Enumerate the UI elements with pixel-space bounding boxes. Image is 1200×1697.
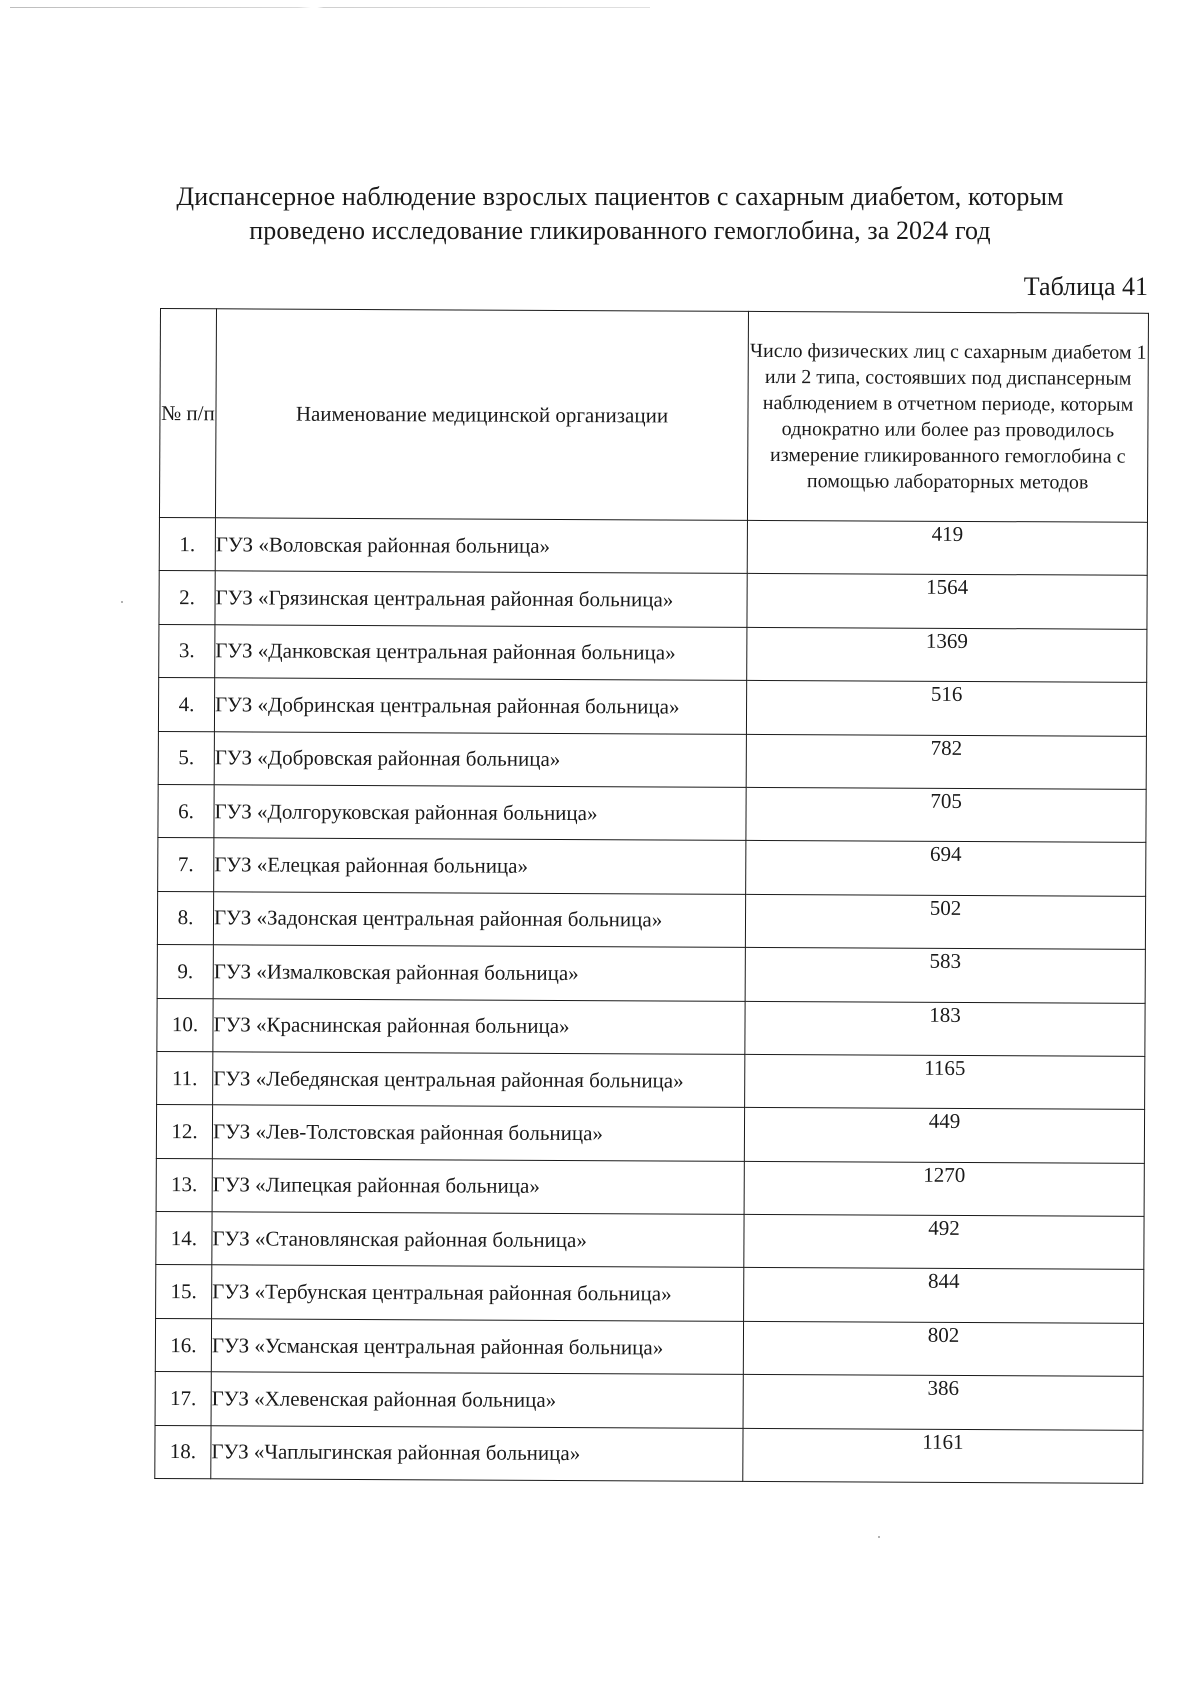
patient-count: 1161 [743, 1428, 1143, 1483]
table-header-row [159, 309, 1148, 523]
patient-count: 183 [745, 1001, 1145, 1056]
organization-name: ГУЗ «Чаплыгинская районная больница» [211, 1425, 743, 1481]
row-number: 1. [159, 517, 215, 571]
table-row [159, 624, 1147, 682]
table-row [159, 571, 1147, 629]
organization-name: ГУЗ «Елецкая районная больница» [214, 838, 746, 894]
row-number: 10. [157, 998, 213, 1052]
table-row [158, 784, 1146, 842]
patient-count: 844 [744, 1268, 1144, 1323]
table-row [155, 1425, 1143, 1483]
patient-count: 705 [746, 787, 1146, 842]
header-value: Число физических лиц с сахарным диабетом 1 или 2 типа, состоявших под диспансерным наблюдением в отчетном периоде, которым однократно или более раз проводилось измерение гликированного гемоглобина с помощью лабораторных методов [747, 311, 1148, 522]
row-number: 17. [155, 1372, 211, 1426]
organization-name: ГУЗ «Долгоруковская районная больница» [214, 785, 746, 841]
patient-count: 1165 [745, 1054, 1145, 1109]
title-line-2: проведено исследование гликированного гемоглобина, за 2024 год [249, 216, 991, 245]
organization-name: ГУЗ «Усманская центральная районная больница» [211, 1319, 743, 1375]
table-row [156, 1105, 1144, 1163]
row-number: 11. [157, 1051, 213, 1105]
organization-name: ГУЗ «Липецкая районная больница» [212, 1158, 744, 1214]
row-number: 18. [155, 1425, 211, 1479]
scan-speck [878, 1536, 880, 1538]
table-row [157, 1051, 1145, 1109]
row-number: 6. [158, 784, 214, 838]
header-name: Наименование медицинской организации [215, 309, 748, 521]
document-title [120, 180, 1120, 248]
header-num: № п/п [159, 309, 216, 518]
patient-count: 449 [744, 1108, 1144, 1163]
table-row [156, 1265, 1144, 1323]
organization-name: ГУЗ «Лев-Толстовская районная больница» [212, 1105, 744, 1161]
table-row [158, 731, 1146, 789]
organization-name: ГУЗ «Лебедянская центральная районная больница» [213, 1052, 745, 1108]
table-label: Таблица 41 [1023, 272, 1148, 301]
table-row [157, 891, 1145, 949]
organization-name: ГУЗ «Хлевенская районная больница» [211, 1372, 743, 1428]
table-row [156, 1212, 1144, 1270]
patient-count: 1564 [747, 574, 1147, 629]
organization-name: ГУЗ «Задонская центральная районная больница» [213, 892, 745, 948]
row-number: 9. [157, 945, 213, 999]
row-number: 14. [156, 1212, 212, 1266]
patient-count: 516 [746, 681, 1146, 736]
table-row [157, 945, 1145, 1003]
patient-count: 1270 [744, 1161, 1144, 1216]
patient-count: 492 [744, 1214, 1144, 1269]
organization-name: ГУЗ «Воловская районная больница» [215, 518, 747, 574]
patient-count: 694 [746, 841, 1146, 896]
patient-count: 583 [745, 947, 1145, 1002]
table-row [156, 1158, 1144, 1216]
row-number: 16. [155, 1318, 211, 1372]
row-number: 8. [157, 891, 213, 945]
row-number: 5. [158, 731, 214, 785]
organization-name: ГУЗ «Становлянская районная больница» [212, 1212, 744, 1268]
patient-count: 386 [743, 1375, 1143, 1430]
organization-name: ГУЗ «Добровская районная больница» [214, 731, 746, 787]
organization-name: ГУЗ «Измалковская районная больница» [213, 945, 745, 1001]
table-row [155, 1372, 1143, 1430]
organization-name: ГУЗ «Тербунская центральная районная больница» [212, 1265, 744, 1321]
row-number: 12. [156, 1105, 212, 1159]
patient-count: 802 [743, 1321, 1143, 1376]
organization-name: ГУЗ «Данковская центральная районная больница» [215, 625, 747, 681]
table-row [158, 678, 1146, 736]
organization-name: ГУЗ «Грязинская центральная районная больница» [215, 571, 747, 627]
data-table [154, 308, 1149, 1484]
table-row [157, 998, 1145, 1056]
patient-count: 1369 [747, 627, 1147, 682]
row-number: 15. [156, 1265, 212, 1319]
row-number: 7. [158, 838, 214, 892]
patient-count: 502 [745, 894, 1145, 949]
organization-name: ГУЗ «Добринская центральная районная больница» [214, 678, 746, 734]
scan-speck [121, 601, 123, 603]
patient-count: 419 [747, 520, 1147, 575]
row-number: 2. [159, 571, 215, 625]
table-row [159, 517, 1147, 575]
table-row [155, 1318, 1143, 1376]
row-number: 4. [158, 678, 214, 732]
scan-artifact-line [10, 7, 650, 8]
table-row [158, 838, 1146, 896]
row-number: 13. [156, 1158, 212, 1212]
organization-name: ГУЗ «Краснинская районная больница» [213, 998, 745, 1054]
patient-count: 782 [746, 734, 1146, 789]
row-number: 3. [159, 624, 215, 678]
title-line-1: Диспансерное наблюдение взрослых пациентов с сахарным диабетом, которым [176, 182, 1064, 211]
